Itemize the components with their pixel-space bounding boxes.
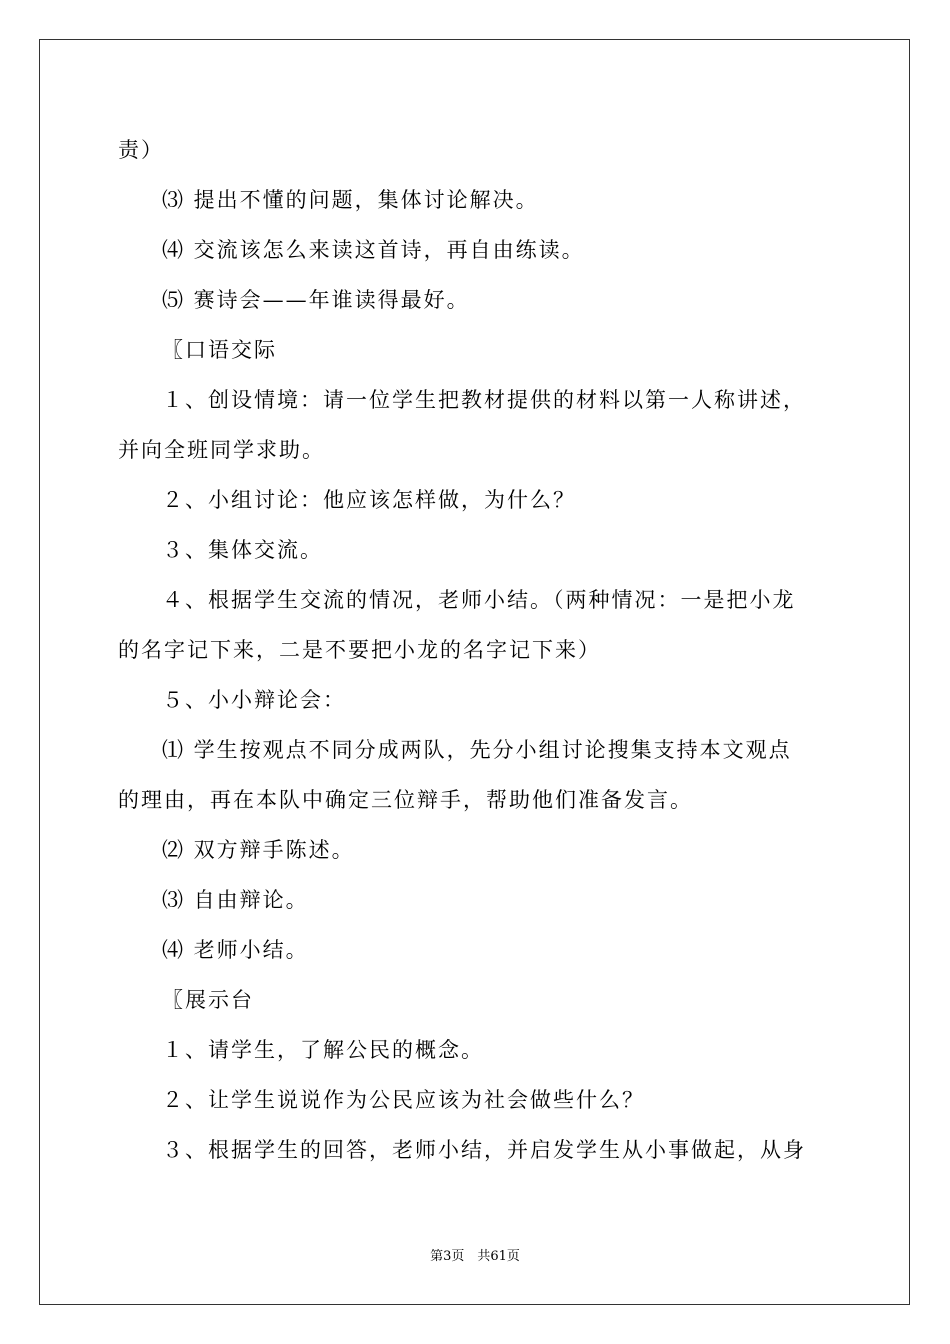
paragraph-line: 责） bbox=[118, 138, 164, 162]
paragraph-line: ４、根据学生交流的情况，老师小结。（两种情况：一是把小龙 bbox=[162, 588, 796, 612]
paragraph-line: １、创设情境：请一位学生把教材提供的材料以第一人称讲述， bbox=[162, 388, 806, 412]
page-border bbox=[39, 39, 910, 1305]
paragraph-line: ⑵ 双方辩手陈述。 bbox=[162, 838, 355, 862]
paragraph-line: ⑸ 赛诗会——年谁读得最好。 bbox=[162, 288, 470, 312]
paragraph-line: ２、让学生说说作为公民应该为社会做些什么？ bbox=[162, 1088, 645, 1112]
section-heading: 〖口语交际 bbox=[162, 338, 277, 362]
paragraph-line: 并向全班同学求助。 bbox=[118, 438, 325, 462]
section-heading: 〖展示台 bbox=[162, 988, 254, 1012]
page-number-footer: 第3页 共61页 bbox=[430, 1249, 520, 1264]
paragraph-line: ３、集体交流。 bbox=[162, 538, 323, 562]
paragraph-line: ⑶ 自由辩论。 bbox=[162, 888, 309, 912]
paragraph-line: １、请学生，了解公民的概念。 bbox=[162, 1038, 484, 1062]
paragraph-line: 的理由，再在本队中确定三位辩手，帮助他们准备发言。 bbox=[118, 788, 693, 812]
paragraph-line: ⑶ 提出不懂的问题，集体讨论解决。 bbox=[162, 188, 539, 212]
paragraph-line: ２、小组讨论：他应该怎样做，为什么？ bbox=[162, 488, 576, 512]
paragraph-line: ⑷ 老师小结。 bbox=[162, 938, 309, 962]
paragraph-line: ⑷ 交流该怎么来读这首诗，再自由练读。 bbox=[162, 238, 585, 262]
paragraph-line: ５、小小辩论会： bbox=[162, 688, 346, 712]
paragraph-line: 的名字记下来，二是不要把小龙的名字记下来） bbox=[118, 638, 601, 662]
paragraph-line: ３、根据学生的回答，老师小结，并启发学生从小事做起，从身 bbox=[162, 1138, 806, 1162]
paragraph-line: ⑴ 学生按观点不同分成两队，先分小组讨论搜集支持本文观点 bbox=[162, 738, 792, 762]
